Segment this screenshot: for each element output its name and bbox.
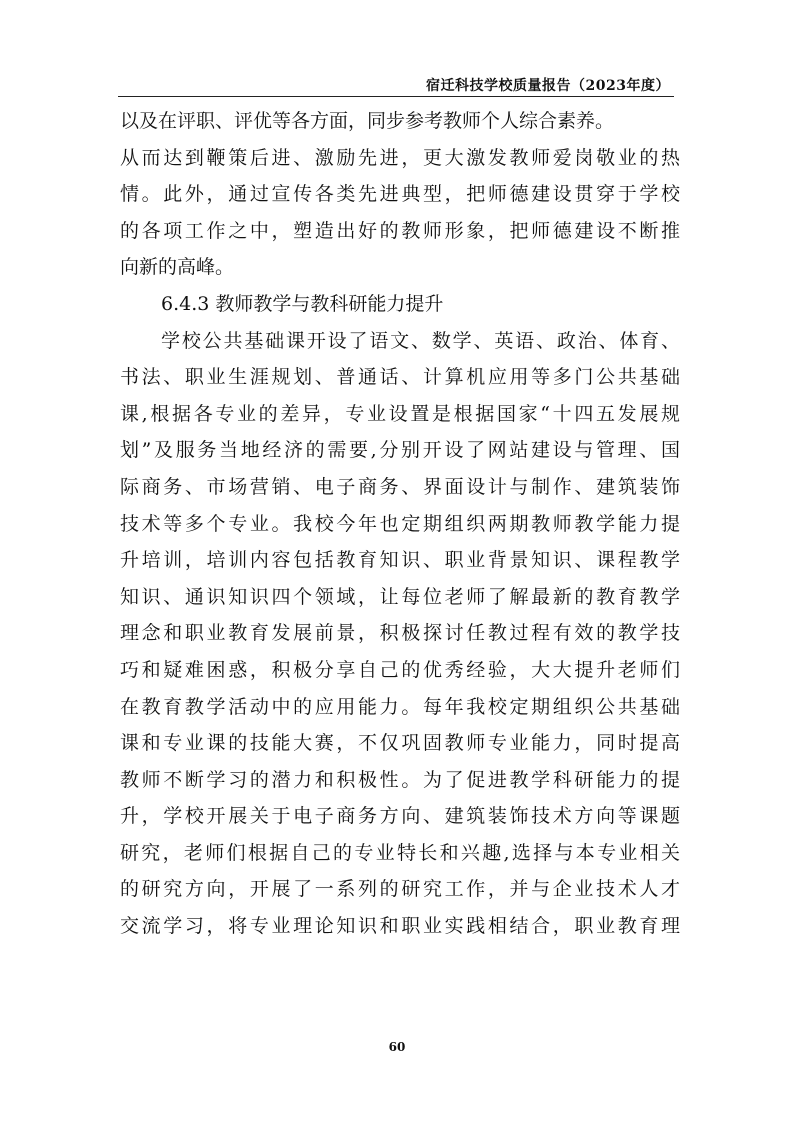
paragraph-line: 在教育教学活动中的应用能力。每年我校定期组织公共基础: [120, 695, 680, 718]
section-heading: 6.4.3 教师教学与教科研能力提升: [161, 292, 444, 315]
paragraph-line: 技术等多个专业。我校今年也定期组织两期教师教学能力提: [120, 512, 680, 535]
paragraph-line: 升培训，培训内容包括教育知识、职业背景知识、课程教学: [120, 549, 680, 572]
paragraph-line: 的各项工作之中，塑造出好的教师形象，把师德建设不断推: [120, 219, 680, 242]
body-text: [120, 103, 680, 945]
paragraph-line: 向新的高峰。: [120, 256, 235, 279]
paragraph-line: 课,根据各专业的差异，专业设置是根据国家“十四五发展规: [120, 402, 680, 425]
paragraph-line: 交流学习，将专业理论知识和职业实践相结合，职业教育理: [120, 915, 680, 938]
paragraph-line: 学校公共基础课开设了语文、数学、英语、政治、体育、: [161, 329, 680, 352]
paragraph-line: 书法、职业生涯规划、普通话、计算机应用等多门公共基础: [120, 366, 680, 389]
paragraph-line: 巧和疑难困惑，积极分享自己的优秀经验，大大提升老师们: [120, 658, 680, 681]
header-rule: [118, 96, 674, 97]
paragraph-line: 教师不断学习的潜力和积极性。为了促进教学科研能力的提: [120, 768, 680, 791]
paragraph-line: 升，学校开展关于电子商务方向、建筑装饰技术方向等课题: [120, 805, 680, 828]
paragraph-line: 课和专业课的技能大赛，不仅巩固教师专业能力，同时提高: [120, 732, 680, 755]
page-header: 宿迁科技学校质量报告（2023年度）: [426, 78, 670, 94]
paragraph-line: 理念和职业教育发展前景，积极探讨任教过程有效的教学技: [120, 622, 680, 645]
paragraph-line: 际商务、市场营销、电子商务、界面设计与制作、建筑装饰: [120, 475, 680, 498]
page-number: 60: [388, 1040, 406, 1054]
paragraph-line: 以及在评职、评优等各方面，同步参考教师个人综合素养。: [120, 110, 615, 132]
paragraph-line: 的研究方向，开展了一系列的研究工作，并与企业技术人才: [120, 878, 680, 901]
paragraph-line: 从而达到鞭策后进、激励先进，更大激发教师爱岗敬业的热: [120, 146, 680, 169]
paragraph-line: 研究，老师们根据自己的专业特长和兴趣,选择与本专业相关: [120, 841, 680, 864]
paragraph-line: 划”及服务当地经济的需要,分别开设了网站建设与管理、国: [120, 439, 680, 462]
paragraph-line: 知识、通识知识四个领域，让每位老师了解最新的教育教学: [120, 585, 680, 608]
paragraph-line: 情。此外，通过宣传各类先进典型，把师德建设贯穿于学校: [120, 183, 680, 206]
